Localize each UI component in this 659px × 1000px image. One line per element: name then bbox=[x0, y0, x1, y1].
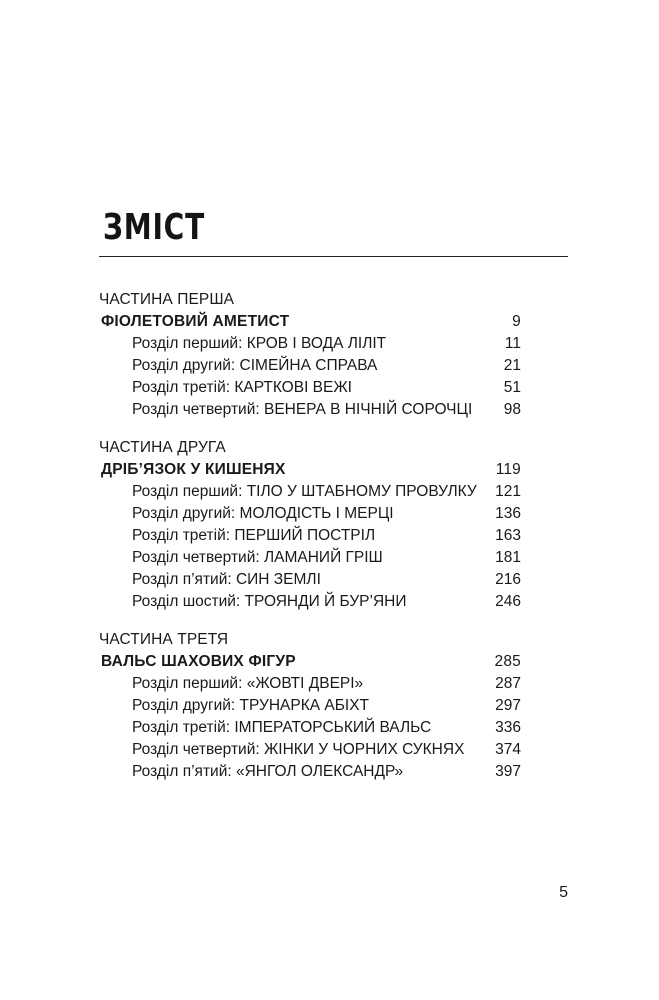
chapter-title: Розділ третій: ПЕРШИЙ ПОСТРІЛ bbox=[132, 527, 376, 544]
chapter-title: Розділ перший: ТІЛО У ШТАБНОМУ ПРОВУЛКУ bbox=[132, 483, 477, 500]
chapter-entry bbox=[99, 591, 521, 613]
book-entry bbox=[99, 651, 521, 673]
page-number: 397 bbox=[495, 763, 521, 780]
page-number: 136 bbox=[495, 505, 521, 522]
chapter-entry bbox=[99, 399, 521, 421]
chapter-title: Розділ п’ятий: «ЯНГОЛ ОЛЕКСАНДР» bbox=[132, 763, 404, 780]
page-number: 163 bbox=[495, 527, 521, 544]
page-number: 181 bbox=[495, 549, 521, 566]
chapter-title: Розділ другий: ТРУНАРКА АБІХТ bbox=[132, 697, 370, 714]
chapter-entry bbox=[99, 333, 521, 355]
page-number: 11 bbox=[504, 335, 521, 352]
page-folio: 5 bbox=[559, 884, 568, 901]
page-number: 287 bbox=[495, 675, 521, 692]
page-number: 21 bbox=[503, 357, 521, 374]
chapter-entry bbox=[99, 377, 521, 399]
chapter-title: Розділ п’ятий: СИН ЗЕМЛІ bbox=[132, 571, 321, 588]
page-number: 216 bbox=[495, 571, 521, 588]
part-label: ЧАСТИНА ТРЕТЯ bbox=[99, 631, 229, 648]
chapter-entry bbox=[99, 525, 521, 547]
chapter-entry bbox=[99, 761, 521, 783]
chapter-title: Розділ перший: «ЖОВТІ ДВЕРІ» bbox=[132, 675, 364, 692]
page-number: 9 bbox=[512, 313, 521, 330]
book-title: ДРІБ’ЯЗОК У КИШЕНЯХ bbox=[101, 461, 286, 478]
chapter-title: Розділ четвертий: ВЕНЕРА В НІЧНІЙ СОРОЧЦІ bbox=[132, 401, 473, 418]
chapter-title: Розділ другий: СІМЕЙНА СПРАВА bbox=[132, 357, 378, 374]
chapter-entry bbox=[99, 739, 521, 761]
page-number: 336 bbox=[495, 719, 521, 736]
part-label: ЧАСТИНА ДРУГА bbox=[99, 439, 226, 456]
chapter-entry bbox=[99, 673, 521, 695]
chapter-title: Розділ шостий: ТРОЯНДИ Й БУР’ЯНИ bbox=[132, 593, 407, 610]
page-number: 246 bbox=[495, 593, 521, 610]
page-number: 51 bbox=[503, 379, 521, 396]
page-number: 285 bbox=[494, 653, 521, 670]
page-number: 98 bbox=[503, 401, 521, 418]
book-entry bbox=[99, 459, 521, 481]
page-number: 297 bbox=[495, 697, 521, 714]
chapter-entry bbox=[99, 547, 521, 569]
chapter-entry bbox=[99, 481, 521, 503]
page-title: ЗМІСТ bbox=[103, 207, 206, 248]
book-title: ВАЛЬС ШАХОВИХ ФІГУР bbox=[101, 653, 296, 670]
book-title: ФІОЛЕТОВИЙ АМЕТИСТ bbox=[101, 313, 290, 330]
book-entry bbox=[99, 311, 521, 333]
part-label: ЧАСТИНА ПЕРША bbox=[99, 291, 235, 308]
chapter-title: Розділ перший: КРОВ І ВОДА ЛІЛІТ bbox=[132, 335, 387, 352]
chapter-entry bbox=[99, 569, 521, 591]
part-block-3 bbox=[99, 629, 521, 783]
chapter-title: Розділ другий: МОЛОДІСТЬ І МЕРЦІ bbox=[132, 505, 394, 522]
chapter-entry bbox=[99, 355, 521, 377]
chapter-entry bbox=[99, 717, 521, 739]
part-block-2 bbox=[99, 437, 521, 613]
chapter-title: Розділ третій: КАРТКОВІ ВЕЖІ bbox=[132, 379, 352, 396]
page-number: 374 bbox=[495, 741, 521, 758]
chapter-title: Розділ третій: ІМПЕРАТОРСЬКИЙ ВАЛЬС bbox=[132, 719, 432, 736]
title-divider bbox=[99, 256, 568, 257]
chapter-entry bbox=[99, 695, 521, 717]
chapter-entry bbox=[99, 503, 521, 525]
part-block-1 bbox=[99, 289, 521, 421]
chapter-title: Розділ четвертий: ЖІНКИ У ЧОРНИХ СУКНЯХ bbox=[132, 741, 465, 758]
table-of-contents bbox=[99, 289, 521, 799]
chapter-title: Розділ четвертий: ЛАМАНИЙ ГРІШ bbox=[132, 549, 383, 566]
page-number: 121 bbox=[495, 483, 521, 500]
page-number: 119 bbox=[495, 461, 521, 478]
